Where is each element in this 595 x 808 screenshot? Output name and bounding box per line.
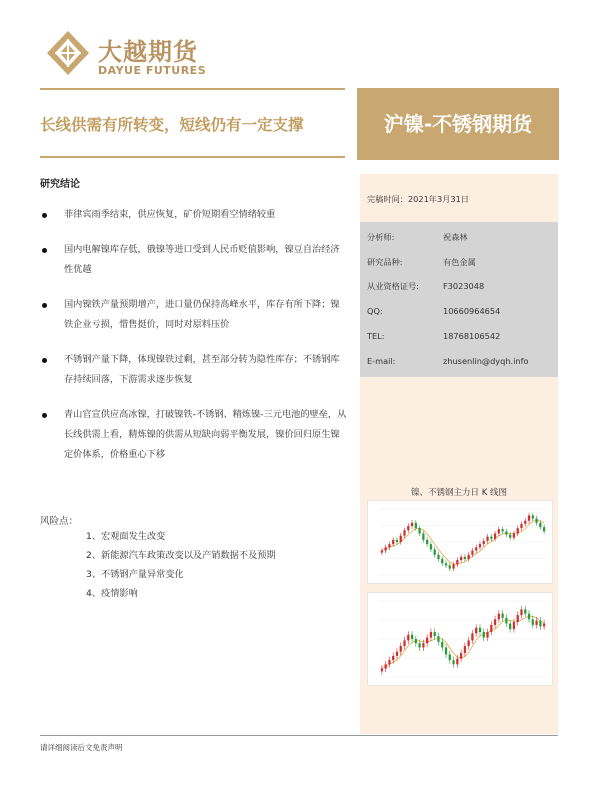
stainless-kline-chart xyxy=(367,592,553,686)
info-label: QQ: xyxy=(367,306,383,316)
info-label: 研究品种: xyxy=(367,257,403,267)
candlestick xyxy=(388,541,390,550)
candlestick xyxy=(528,513,530,524)
conclusion-list xyxy=(38,205,348,480)
candlestick xyxy=(535,516,537,526)
email-link[interactable]: zhusenlin@dyqh.info xyxy=(443,356,529,366)
candlestick xyxy=(434,547,436,558)
candlestick xyxy=(449,651,451,664)
candlestick xyxy=(501,610,503,621)
candlestick xyxy=(505,529,507,538)
header-top-rule xyxy=(40,88,345,90)
candlestick xyxy=(456,557,458,567)
candlestick xyxy=(445,561,447,568)
candlestick xyxy=(520,606,522,619)
info-value: 10660964654 xyxy=(443,306,501,316)
candlestick xyxy=(509,620,511,633)
candlestick xyxy=(437,633,439,646)
logo-chinese-name: 大越期货 xyxy=(98,38,198,66)
candlestick xyxy=(441,638,443,651)
candlestick xyxy=(445,644,447,658)
footer-rule xyxy=(40,735,558,736)
candlestick xyxy=(517,526,519,537)
candlestick xyxy=(524,606,526,617)
company-logo xyxy=(46,30,216,80)
candlestick xyxy=(498,527,500,537)
candlestick xyxy=(513,531,515,541)
candlestick xyxy=(464,643,466,657)
nickel-kline-chart xyxy=(367,500,553,584)
info-label: TEL: xyxy=(367,331,385,341)
candlestick xyxy=(505,614,507,627)
info-value: 有色金属 xyxy=(443,257,476,267)
conclusion-item-text: 国内电解镍库存低，俄镍等进口受到人民币贬值影响，镍豆自治经济性优越 xyxy=(64,244,340,275)
info-value: 18768106542 xyxy=(443,331,501,341)
candlestick xyxy=(460,554,462,563)
candlestick xyxy=(403,528,405,539)
candlestick xyxy=(535,617,537,628)
conclusion-item xyxy=(38,205,348,225)
candlestick xyxy=(464,554,466,561)
report-sidebar xyxy=(360,174,558,734)
candlestick xyxy=(449,563,451,572)
candlestick xyxy=(494,531,496,542)
candlestick xyxy=(426,634,428,647)
candlestick xyxy=(494,616,496,629)
analyst-info-box xyxy=(360,222,558,377)
candlestick xyxy=(543,620,545,630)
nickel-kline-svg xyxy=(368,501,552,583)
header-bottom-rule xyxy=(40,156,345,158)
candlestick xyxy=(418,526,420,537)
candlestick xyxy=(490,621,492,635)
candlestick xyxy=(490,534,492,541)
conclusion-item-text: 菲律宾雨季结束，供应恢复，矿价短期看空情绪较重 xyxy=(64,209,276,220)
candlestick xyxy=(517,612,519,626)
product-banner xyxy=(357,88,559,160)
info-value: 祝森林 xyxy=(443,232,468,242)
candlestick xyxy=(498,610,500,623)
stainless-kline-svg xyxy=(368,593,552,685)
candlestick xyxy=(381,548,383,555)
risk-title: 风险点： xyxy=(40,516,79,527)
candlestick xyxy=(434,628,436,639)
footer-disclaimer: 请详细阅读后文免责声明 xyxy=(40,743,123,752)
candlestick xyxy=(475,545,477,554)
candlestick xyxy=(532,513,534,522)
risk-item: 3、不锈钢产量异常变化 xyxy=(86,569,184,580)
info-label: E-mail: xyxy=(367,356,396,366)
candlestick xyxy=(475,624,477,637)
candlestick xyxy=(468,552,470,562)
candlestick xyxy=(396,537,398,544)
candlestick xyxy=(460,650,462,663)
candlestick xyxy=(452,657,454,668)
candlestick xyxy=(385,545,387,554)
candlestick xyxy=(479,541,481,550)
candlestick xyxy=(396,648,398,659)
candlestick xyxy=(407,631,409,644)
bullet-icon xyxy=(42,358,47,363)
candlestick xyxy=(543,524,545,534)
candlestick xyxy=(407,523,409,533)
conclusion-item-text: 青山官宣供应高冰镍，打破镍铁-不锈钢、精炼镍-三元电池的壁垒，从长线供需上看，精炼镍的供需从短缺向弱平衡发展，镍价回归原生镍定价体系，价格重心下移 xyxy=(64,409,347,460)
candlestick xyxy=(539,617,541,630)
bullet-icon xyxy=(42,413,47,418)
candlestick xyxy=(528,610,530,623)
candlestick xyxy=(426,537,428,547)
product-title: 沪镍-不锈钢期货 xyxy=(383,112,533,136)
conclusion-item-text: 国内镍铁产量预期增产，进口量仍保持高峰水平，库存有所下降；镍铁企业亏损，惜售挺价，同时对原料压价 xyxy=(64,299,340,330)
candlestick xyxy=(479,624,481,635)
conclusion-item-text: 不锈钢产量下降，体现镍铁过剩，甚至部分转为隐性库存；不锈钢库存持续回落，下游需求逐步恢复 xyxy=(64,354,340,385)
info-label: 分析师: xyxy=(367,232,395,242)
candlestick xyxy=(411,631,413,642)
completion-date: 完稿时间：2021年3月31日 xyxy=(367,194,469,204)
candlestick xyxy=(471,630,473,644)
candlestick xyxy=(437,552,439,562)
conclusion-item xyxy=(38,405,348,465)
moving-average-line xyxy=(382,520,544,564)
risk-item: 1、宏观面发生改变 xyxy=(86,531,166,542)
candlestick xyxy=(422,531,424,543)
bullet-icon xyxy=(42,248,47,253)
candlestick xyxy=(415,635,417,646)
candlestick xyxy=(483,538,485,547)
report-main-title: 长线供需有所转变，短线仍有一定支撑 xyxy=(40,116,304,134)
moving-average-line xyxy=(382,616,544,669)
candlestick xyxy=(441,556,443,566)
section-title-conclusion: 研究结论 xyxy=(40,179,80,190)
candlestick xyxy=(388,657,390,668)
candlestick xyxy=(532,616,534,629)
candlestick xyxy=(513,619,515,633)
candlestick xyxy=(452,562,454,572)
conclusion-item xyxy=(38,240,348,280)
bullet-icon xyxy=(42,213,47,218)
candlestick xyxy=(400,643,402,656)
conclusion-item xyxy=(38,350,348,390)
candlestick xyxy=(520,521,522,531)
info-value: F3023048 xyxy=(443,281,485,291)
candlestick xyxy=(381,665,383,675)
candlestick xyxy=(501,527,503,534)
risk-list xyxy=(86,527,346,603)
candlestick xyxy=(411,520,413,529)
diamond-logo-icon xyxy=(46,30,90,76)
risk-item: 4、疫情影响 xyxy=(86,588,138,599)
chart-caption: 镍、不锈钢主力日 K 线图 xyxy=(411,488,507,498)
candlestick xyxy=(385,661,387,672)
conclusion-item xyxy=(38,295,348,335)
candlestick xyxy=(430,541,432,552)
bullet-icon xyxy=(42,303,47,308)
info-label: 从业资格证号: xyxy=(367,281,419,291)
logo-english-name: DAYUE FUTURES xyxy=(98,64,207,77)
risk-item: 2、新能源汽车政策改变以及产销数据不及预期 xyxy=(86,550,276,561)
